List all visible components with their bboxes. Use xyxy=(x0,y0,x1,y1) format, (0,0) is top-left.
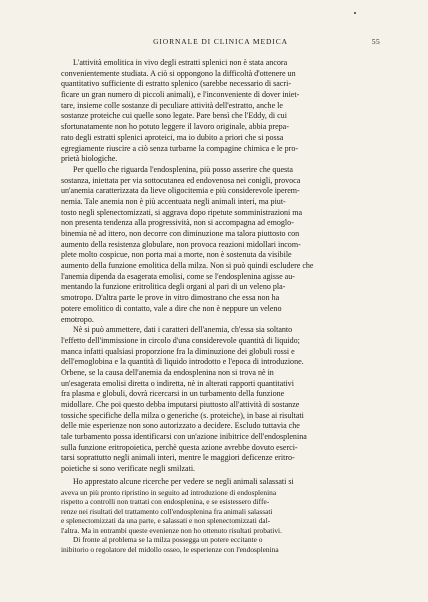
text-line: renze nei risultati del trattamento coll'endosplenina fra animali salassati xyxy=(61,506,273,516)
text-line: un'esagerata emolisi diretta o indiretta, nè in alterati rapporti quantitativi xyxy=(61,378,294,388)
text-line: sostanze proteiche cui quelle sono legate. Pare bensì che l'Eddy, di cui xyxy=(61,111,287,121)
text-line: nemia. Tale anemia non è più accentuata negli animali interi, ma piut- xyxy=(61,196,286,206)
text-line: binemia nè ad ittero, non decorre con diminuzione ma talora piuttosto con xyxy=(61,229,300,238)
text-line: smotropo. D'altra parte le prove in vitro dimostrano che essa non ha xyxy=(61,293,280,303)
text-line: Nè si può ammettere, dati i caratteri dell'anemia, ch'essa sia soltanto xyxy=(73,325,293,335)
text-line: aumento della resistenza globulare, non provoca reazioni midollari incom- xyxy=(61,239,301,249)
text-line: fra plasma e globuli, dovrà ricercarsi in un turbamento della funzione xyxy=(61,389,285,399)
text-line: e splenectomizzati da una parte, e salassati e non splenectomizzati dal- xyxy=(61,516,271,526)
text-line: Ho apprestato alcune ricerche per vedere se negli animali salassati si xyxy=(73,476,294,486)
text-line: sulla funzione eritropoietica, perchè questa azione avrebbe dovuto eserci- xyxy=(61,442,298,452)
text-line: aveva un più pronto ripristino in seguito ad introduzione di endosplenina xyxy=(61,487,277,497)
text-line: Orbene, se la causa dell'anemia da endosplenina non si trova nè in xyxy=(61,367,274,377)
text-line: inibitorio o regolatore del midollo osseo, le esperienze con l'endosplenina xyxy=(61,545,279,555)
text-line: tossiche specifiche della milza o generiche (s. proteiche), in base ai risultati xyxy=(61,410,304,420)
text-line: l'anemia dipenda da esagerata emolisi, come se l'endosplenina agisse au- xyxy=(61,271,295,281)
text-line: plete molto cospicue, non porta mai a morte, non è sostenuta da visibile xyxy=(61,250,292,260)
text-line: aumento della funzione emolitica della milza. Non si può quindi escludere che xyxy=(61,261,314,271)
text-line: tarsi soprattutto negli animali interi, mentre le maggiori deficenze eritro- xyxy=(61,453,295,463)
body-text xyxy=(61,58,380,555)
text-line: L'attività emolitica in vivo degli estratti splenici non è stata ancora xyxy=(73,58,288,67)
text-line: poietiche si sono verificate negli smilzati. xyxy=(61,464,196,474)
text-line: manca infatti qualsiasi proporzione fra la diminuzione dei globuli rossi e xyxy=(61,346,295,356)
text-line: non presenta tendenza alla progressività, non si accompagna ad emoglo- xyxy=(61,218,294,228)
text-line: rispetto a controlli non trattati con endosplenina, e se esistessero diffe- xyxy=(61,497,270,507)
text-line: mentando la funzione eritrolitica degli organi al pari di un veleno pla- xyxy=(61,282,286,292)
text-line: tare, insieme colle sostanze di peculiare attività dell'estratto, anche le xyxy=(61,100,283,110)
text-line: tale turbamento possa identificarsi con un'azione inibitrice dell'endosplenina xyxy=(61,432,307,442)
text-line: Per quello che riguarda l'endosplenina, più posso asserire che questa xyxy=(73,164,293,174)
text-line: egregiamente riuscire a ciò senza turbarne la compagine chimica e le pro- xyxy=(61,143,299,153)
ink-speck xyxy=(354,12,356,14)
text-line: l'altra. Ma in entrambi queste evenienze non ho ottenuto risultati probativi. xyxy=(61,525,282,535)
text-line: midollare. Che poi questo debba imputarsi piuttosto all'attività di sostanze xyxy=(61,400,300,409)
text-line: prietà biologiche. xyxy=(61,154,118,164)
text-line: Di fronte al problema se la milza possegga un potere eccitante o xyxy=(73,535,263,545)
text-line: tosto negli splenectomizzati, si aggrava dopo ripetute somministrazioni ma xyxy=(61,207,303,217)
text-line: rato degli estratti splenici aproteici, ma io dubito a priori che si possa xyxy=(61,132,284,142)
running-header xyxy=(61,37,380,49)
page-number: 55 xyxy=(371,37,380,46)
text-line: sfortunatamente non ho potuto leggere il lavoro originale, abbia prepa- xyxy=(61,122,289,132)
text-line: convenientemente studiata. A ciò si oppongono la difficoltà d'ottenere un xyxy=(61,68,296,78)
text-line: l'effetto dell'immissione in circolo d'una considerevole quantità di liquido; xyxy=(61,335,300,345)
text-line: quantitativo sufficiente di estratto splenico (sarebbe necessario di sacri- xyxy=(61,79,292,89)
text-line: potere emolitico di contatto, vale a dire che non è neppure un veleno xyxy=(61,303,282,313)
text-line: emotropo. xyxy=(61,314,94,324)
text-line: delle mie esperienze non sono autorizzato a decidere. Escludo tuttavia che xyxy=(61,421,300,431)
text-line: sostanza, iniettata per via sottocutanea ed endovenosa nei conigli, provoca xyxy=(61,175,301,185)
text-line: un'anemia caratterizzata da lieve oligocitemia e più considerevole iperem- xyxy=(61,186,300,196)
journal-title: GIORNALE DI CLINICA MEDICA xyxy=(153,37,288,46)
text-line: dell'emoglobina e la quantità di liquido introdotto e l'epoca di introduzione. xyxy=(61,357,304,367)
text-line: ficare un gran numero di piccoli animali), e l'inconveniente di dover iniet- xyxy=(61,90,300,100)
